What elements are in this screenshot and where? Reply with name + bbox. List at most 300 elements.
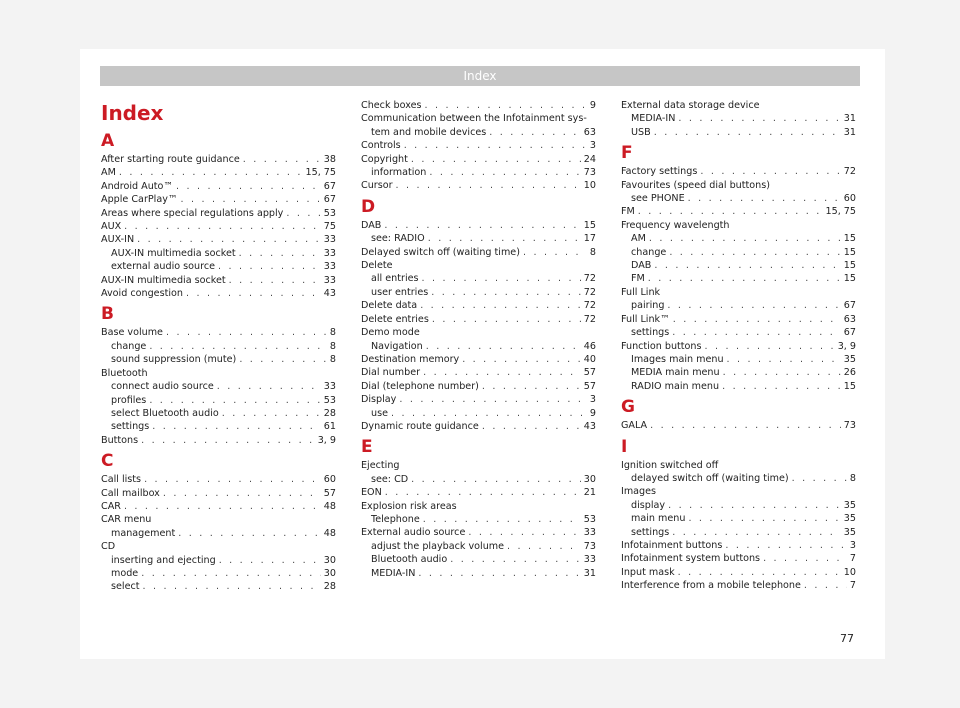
entry-page-ref: 63 [843, 313, 856, 325]
entry-term: MEDIA main menu [631, 367, 720, 379]
index-entry [101, 193, 336, 206]
index-entry [361, 353, 596, 366]
index-subentry [101, 260, 336, 273]
index-entry [101, 513, 336, 526]
dot-leader [705, 340, 835, 353]
section-letter: B [101, 304, 114, 325]
entry-page-ref: 33 [323, 234, 336, 246]
index-subentry [621, 246, 856, 259]
entry-term: AM [631, 233, 646, 245]
index-entry [621, 205, 856, 218]
entry-term: DAB [631, 260, 652, 272]
entry-term: Areas where special regulations apply [101, 207, 284, 219]
entry-term: Full Link™ [621, 313, 670, 325]
dot-leader [124, 500, 321, 513]
index-entry [101, 434, 336, 447]
dot-leader [431, 286, 581, 299]
entry-term: external audio source [111, 261, 216, 273]
index-entry [101, 233, 336, 246]
entry-term: Delete entries [361, 313, 429, 325]
entry-page-ref: 72 [583, 313, 596, 325]
dot-leader [763, 552, 847, 565]
entry-page-ref: 60 [323, 474, 336, 486]
index-subentry [361, 567, 596, 580]
entry-term: sound suppression (mute) [111, 354, 237, 366]
entry-page-ref: 15, 75 [305, 167, 336, 179]
dot-leader [450, 553, 581, 566]
index-subentry [621, 366, 856, 379]
entry-term: Factory settings [621, 166, 698, 178]
entry-term: AUX [101, 221, 122, 233]
dot-leader [792, 472, 847, 485]
dot-leader [428, 232, 581, 245]
index-subentry [621, 232, 856, 245]
entry-page-ref: 33 [323, 247, 336, 259]
dot-leader [418, 567, 580, 580]
entry-term: DAB [361, 219, 382, 231]
index-entry [361, 313, 596, 326]
entry-page-ref: 53 [583, 513, 596, 525]
dot-leader [396, 179, 581, 192]
entry-term: Controls [361, 140, 401, 152]
dot-leader [482, 380, 581, 393]
entry-page-ref: 33 [323, 261, 336, 273]
entry-page-ref: 8 [329, 340, 336, 352]
dot-leader [152, 420, 321, 433]
entry-page-ref: 28 [323, 407, 336, 419]
index-entry [361, 393, 596, 406]
entry-term: Bluetooth audio [371, 554, 448, 566]
entry-term: AUX-IN multimedia socket [101, 274, 226, 286]
dot-leader [286, 207, 320, 220]
entry-term: Destination memory [361, 353, 460, 365]
entry-term: MEDIA-IN [631, 113, 676, 125]
entry-term: Call lists [101, 474, 142, 486]
dot-leader [141, 434, 315, 447]
dot-leader [648, 272, 841, 285]
entry-term: Android Auto™ [101, 180, 174, 192]
entry-term: Demo mode [361, 327, 420, 339]
dot-leader [124, 220, 321, 233]
entry-term: Delete [361, 260, 393, 272]
entry-page-ref: 72 [583, 273, 596, 285]
dot-leader [723, 366, 841, 379]
index-subentry [621, 526, 856, 539]
entry-term: Avoid congestion [101, 288, 183, 300]
index-subentry [101, 420, 336, 433]
dot-leader [385, 486, 581, 499]
index-entry [361, 459, 596, 472]
entry-page-ref: 28 [323, 581, 336, 593]
entry-page-ref: 73 [843, 420, 856, 432]
index-entry [101, 326, 336, 339]
entry-page-ref: 33 [583, 527, 596, 539]
section-letter: G [621, 397, 635, 418]
entry-term: management [111, 527, 176, 539]
index-subentry [621, 472, 856, 485]
index-entry [621, 179, 856, 192]
entry-term: Frequency wavelength [621, 219, 730, 231]
entry-page-ref: 10 [583, 180, 596, 192]
entry-term: change [111, 340, 147, 352]
index-entry [361, 139, 596, 152]
dot-leader [422, 272, 581, 285]
entry-page-ref: 67 [323, 180, 336, 192]
index-entry [361, 366, 596, 379]
index-entry [621, 539, 856, 552]
entry-term: AUX-IN [101, 234, 135, 246]
index-subentry [101, 353, 336, 366]
entry-term: EON [361, 487, 382, 499]
entry-page-ref: 43 [583, 420, 596, 432]
index-subentry [361, 126, 596, 139]
entry-page-ref: 3 [849, 539, 856, 551]
entry-term: main menu [631, 513, 686, 525]
dot-leader [239, 353, 327, 366]
entry-page-ref: 73 [583, 167, 596, 179]
index-subentry [621, 326, 856, 339]
section-letter: D [361, 196, 376, 217]
index-entry [101, 367, 336, 380]
entry-page-ref: 57 [583, 380, 596, 392]
entry-term: Display [361, 394, 397, 406]
index-subentry [361, 553, 596, 566]
index-subentry [101, 394, 336, 407]
entry-term: FM [631, 273, 645, 285]
entry-term: settings [631, 327, 670, 339]
index-subentry [621, 353, 856, 366]
index-entry [101, 487, 336, 500]
index-entry [361, 486, 596, 499]
entry-term: GALA [621, 420, 648, 432]
index-subentry [101, 580, 336, 593]
index-entry [621, 99, 856, 112]
entry-page-ref: 33 [323, 381, 336, 393]
index-entry [101, 180, 336, 193]
entry-page-ref: 57 [323, 487, 336, 499]
entry-page-ref: 35 [843, 526, 856, 538]
entry-term: Delayed switch off (waiting time) [361, 246, 520, 258]
dot-leader [420, 299, 581, 312]
index-entry [101, 153, 336, 166]
entry-term: AM [101, 167, 116, 179]
index-column-1 [101, 99, 336, 594]
dot-leader [672, 326, 841, 339]
dot-leader [507, 540, 581, 553]
entry-term: display [631, 499, 666, 511]
entry-page-ref: 8 [329, 327, 336, 339]
dot-leader [178, 527, 321, 540]
index-entry [621, 219, 856, 232]
dot-leader [119, 166, 303, 179]
dot-leader [180, 193, 320, 206]
dot-leader [489, 126, 581, 139]
dot-leader [229, 274, 321, 287]
entry-term: Function buttons [621, 340, 702, 352]
index-entry [101, 287, 336, 300]
entry-page-ref: 33 [323, 274, 336, 286]
dot-leader [426, 340, 581, 353]
index-entry [101, 207, 336, 220]
index-entry [361, 112, 596, 125]
entry-term: Base volume [101, 327, 163, 339]
entry-term: select Bluetooth audio [111, 407, 219, 419]
entry-page-ref: 57 [583, 367, 596, 379]
entry-term: RADIO main menu [631, 380, 720, 392]
index-subentry [621, 126, 856, 139]
index-entry [621, 459, 856, 472]
dot-leader [144, 473, 321, 486]
entry-term: External audio source [361, 527, 466, 539]
entry-page-ref: 31 [843, 126, 856, 138]
index-subentry [621, 380, 856, 393]
entry-term: Infotainment system buttons [621, 553, 761, 565]
index-entry [101, 166, 336, 179]
dot-leader [669, 246, 840, 259]
dot-leader [217, 380, 321, 393]
dot-leader [141, 567, 321, 580]
entry-term: inserting and ejecting [111, 554, 216, 566]
dot-leader [462, 353, 581, 366]
entry-term: MEDIA-IN [371, 567, 416, 579]
dot-leader [423, 366, 581, 379]
entry-page-ref: 30 [323, 554, 336, 566]
index-subentry [621, 499, 856, 512]
index-entry [621, 485, 856, 498]
entry-page-ref: 15, 75 [825, 206, 856, 218]
entry-term: Dynamic route guidance [361, 420, 479, 432]
dot-leader [688, 512, 840, 525]
dot-leader [667, 299, 840, 312]
dot-leader [218, 260, 321, 273]
dot-leader [678, 112, 840, 125]
entry-page-ref: 3 [589, 394, 596, 406]
entry-term: External data storage device [621, 100, 760, 111]
entry-page-ref: 7 [849, 553, 856, 565]
entry-term: connect audio source [111, 381, 214, 393]
dot-leader [411, 473, 581, 486]
entry-term: all entries [371, 273, 419, 285]
entry-term: AUX-IN multimedia socket [111, 247, 236, 259]
index-entry [621, 286, 856, 299]
dot-leader [700, 165, 840, 178]
entry-page-ref: 53 [323, 207, 336, 219]
entry-term: user entries [371, 286, 429, 298]
index-subentry [101, 340, 336, 353]
section-letter: F [621, 143, 633, 164]
entry-page-ref: 8 [589, 246, 596, 258]
entry-page-ref: 24 [583, 153, 596, 165]
section-letter: I [621, 436, 628, 457]
entry-page-ref: 75 [323, 221, 336, 233]
dot-leader [649, 232, 841, 245]
entry-page-ref: 3, 9 [837, 340, 856, 352]
index-subentry [621, 259, 856, 272]
index-entry [621, 340, 856, 353]
index-column-3 [621, 99, 856, 593]
entry-term: Call mailbox [101, 487, 160, 499]
dot-leader [678, 566, 841, 579]
page-number: 77 [840, 632, 854, 645]
entry-page-ref: 15 [583, 219, 596, 231]
dot-leader [423, 513, 581, 526]
entry-term: Buttons [101, 434, 139, 446]
entry-term: pairing [631, 300, 665, 312]
index-column-2 [361, 99, 596, 580]
dot-leader [137, 233, 321, 246]
index-entry [621, 419, 856, 432]
entry-term: Dial number [361, 367, 421, 379]
index-entry [101, 540, 336, 553]
dot-leader [668, 499, 841, 512]
entry-term: Navigation [371, 340, 423, 352]
entry-page-ref: 30 [583, 473, 596, 485]
header-bar: Index [100, 66, 860, 86]
entry-page-ref: 72 [583, 286, 596, 298]
entry-page-ref: 30 [323, 567, 336, 579]
index-entry [361, 380, 596, 393]
index-entry [621, 313, 856, 326]
entry-page-ref: 48 [323, 527, 336, 539]
index-subentry [101, 380, 336, 393]
index-subentry [101, 527, 336, 540]
dot-leader [432, 313, 581, 326]
entry-term: settings [631, 526, 670, 538]
entry-page-ref: 8 [849, 472, 856, 484]
entry-term: Images main menu [631, 353, 724, 365]
entry-term: see: RADIO [371, 233, 425, 245]
index-subentry [361, 340, 596, 353]
index-subentry [621, 272, 856, 285]
index-entry [101, 473, 336, 486]
entry-page-ref: 15 [843, 260, 856, 272]
index-subentry [101, 554, 336, 567]
entry-term: Communication between the Infotainment sys- [361, 113, 587, 125]
entry-page-ref: 72 [583, 300, 596, 312]
dot-leader [804, 579, 847, 592]
entry-page-ref: 15 [843, 273, 856, 285]
index-subentry [101, 247, 336, 260]
entry-term: After starting route guidance [101, 154, 240, 165]
dot-leader [219, 554, 321, 567]
entry-term: see PHONE [631, 193, 685, 205]
entry-page-ref: 15 [843, 233, 856, 245]
entry-term: Explosion risk areas [361, 500, 457, 512]
dot-leader [399, 393, 587, 406]
entry-term: settings [111, 421, 150, 433]
entry-page-ref: 9 [589, 407, 596, 419]
index-entry [621, 165, 856, 178]
dot-leader [725, 539, 847, 552]
entry-term: Favourites (speed dial buttons) [621, 179, 770, 191]
entry-page-ref: 26 [843, 367, 856, 379]
dot-leader [654, 259, 840, 272]
entry-page-ref: 43 [323, 288, 336, 300]
entry-term: tem and mobile devices [371, 126, 487, 138]
entry-term: mode [111, 567, 139, 579]
dot-leader [222, 407, 321, 420]
entry-term: profiles [111, 394, 147, 406]
entry-term: see: CD [371, 473, 409, 485]
index-subentry [361, 513, 596, 526]
entry-page-ref: 17 [583, 233, 596, 245]
entry-term: Bluetooth [101, 367, 148, 379]
entry-page-ref: 31 [583, 567, 596, 579]
index-entry [101, 220, 336, 233]
entry-term: Input mask [621, 566, 675, 578]
entry-term: USB [631, 126, 651, 138]
index-entry [361, 179, 596, 192]
entry-term: Interference from a mobile telephone [621, 580, 801, 592]
dot-leader [243, 153, 321, 166]
entry-term: Dial (telephone number) [361, 380, 479, 392]
dot-leader [523, 246, 587, 259]
index-subentry [361, 272, 596, 285]
dot-leader [650, 419, 841, 432]
entry-term: change [631, 246, 667, 258]
dot-leader [143, 580, 321, 593]
entry-page-ref: 31 [843, 113, 856, 125]
entry-page-ref: 35 [843, 353, 856, 365]
entry-term: delayed switch off (waiting time) [631, 472, 789, 484]
index-subentry [621, 299, 856, 312]
index-entry [361, 246, 596, 259]
entry-page-ref: 67 [843, 327, 856, 339]
entry-page-ref: 73 [583, 540, 596, 552]
section-letter: E [361, 437, 373, 458]
index-subentry [621, 512, 856, 525]
index-subentry [361, 473, 596, 486]
entry-page-ref: 72 [843, 166, 856, 178]
index-entry [101, 274, 336, 287]
dot-leader [176, 180, 321, 193]
index-entry [361, 500, 596, 513]
dot-leader [482, 420, 581, 433]
entry-page-ref: 7 [849, 580, 856, 592]
section-letter: C [101, 451, 114, 472]
entry-page-ref: 48 [323, 500, 336, 512]
index-entry [621, 579, 856, 592]
entry-term: Delete data [361, 300, 418, 312]
dot-leader [163, 487, 321, 500]
dot-leader [688, 192, 841, 205]
entry-page-ref: 38 [323, 154, 336, 165]
dot-leader [149, 394, 320, 407]
dot-leader [384, 219, 580, 232]
index-subentry [101, 567, 336, 580]
dot-leader [727, 353, 841, 366]
index-subentry [361, 232, 596, 245]
entry-term: use [371, 407, 388, 419]
index-entry [361, 153, 596, 166]
index-subentry [621, 192, 856, 205]
entry-term: information [371, 167, 427, 179]
dot-leader [425, 99, 587, 112]
index-entry [361, 219, 596, 232]
entry-page-ref: 10 [843, 566, 856, 578]
entry-term: adjust the playback volume [371, 540, 505, 552]
entry-term: Telephone [371, 513, 420, 525]
entry-page-ref: 53 [323, 394, 336, 406]
index-entry [101, 500, 336, 513]
dot-leader [638, 205, 823, 218]
index-entry [361, 299, 596, 312]
index-subentry [361, 286, 596, 299]
entry-page-ref: 61 [323, 421, 336, 433]
entry-page-ref: 35 [843, 513, 856, 525]
entry-page-ref: 35 [843, 499, 856, 511]
index-subentry [621, 112, 856, 125]
